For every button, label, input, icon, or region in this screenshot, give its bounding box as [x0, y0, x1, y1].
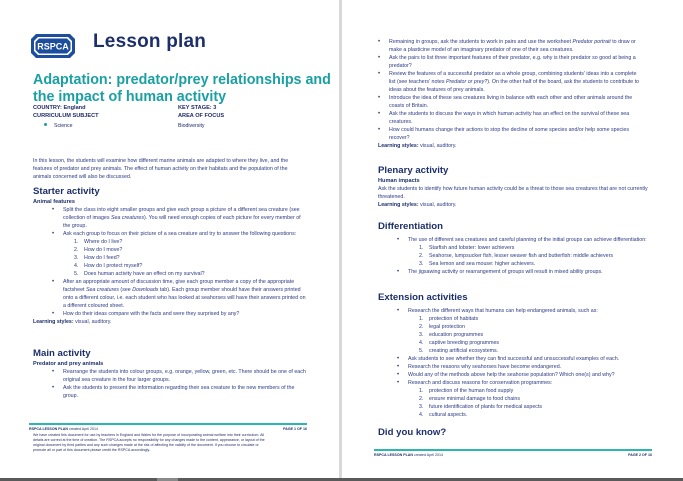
section-subheading: Animal features [33, 199, 75, 205]
numbered-item: 1. protection of the human food supply [419, 388, 514, 394]
list-item: • Ask the students to discuss the ways in which human activity has an effect on the survival of these sea creatures. [379, 110, 642, 126]
page-number: PAGE 1 OF 16 [283, 427, 307, 431]
differentiation-section [378, 221, 653, 276]
key-stage-label: KEY STAGE: 3 [178, 105, 217, 111]
section-heading: Extension activities [378, 292, 468, 303]
intro-paragraph: In this lesson, the students will examine how different marine animals are adapted to where they live, and the features of predator and prey animals. The effect of human activity on their habitats and the population of the animals concerned will also be discussed. [33, 158, 289, 180]
did-you-know-heading: Did you know? [378, 427, 447, 438]
footer-credit: RSPCA LESSON PLAN created April 2014 [374, 453, 443, 457]
section-subheading: Predator and prey animals [33, 361, 104, 367]
numbered-item: 3. education programmes [419, 332, 484, 338]
starter-activity-section [33, 186, 308, 326]
footer-rule [29, 423, 307, 425]
section-heading: Plenary activity [378, 165, 449, 176]
main-activity-continued [342, 38, 642, 150]
subject-value: Science [54, 123, 73, 129]
numbered-item: 2. Seahorse, lumpsucker fish, lesser weaver fish and butterfish: middle achievers [419, 253, 614, 259]
list-item: • Rearrange the students into colour groups, e.g. orange, yellow, green, etc. There should be one of each original sea creature in the four larger groups. [53, 368, 308, 384]
numbered-item: 1. protection of habitats [419, 316, 479, 322]
numbered-item: 3. Sea lemon and sea mouse: higher achievers. [419, 261, 536, 267]
lesson-meta-values [33, 123, 313, 129]
numbered-item: 5. Does human activity have an effect on my survival? [74, 271, 205, 277]
country-label: COUNTRY: England [33, 105, 86, 111]
extension-list [408, 315, 653, 355]
list-item: • Ask the students to present the information regarding their sea creature to the new members of the group. [53, 384, 308, 400]
plenary-text: Ask the students to identify how future human activity could be a threat to those sea creatures that are not currently threatened. [378, 186, 648, 200]
page-number: PAGE 2 OF 16 [628, 453, 652, 457]
list-item: • Remaining in groups, ask the students to work in pairs and use the worksheet Predator portrait to draw or make a plasticine model of an imaginary predator of one of their sea creatures. [379, 38, 642, 54]
numbered-item: 1. Starfish and lobster: lower achievers [419, 245, 515, 251]
numbered-item: 2. legal protection [419, 324, 465, 330]
list-item: • How could humans change their actions to stop the decline of some species and/or help some species recover? [379, 126, 642, 142]
subject-label: CURRICULUM SUBJECT [33, 113, 99, 119]
section-heading: Differentiation [378, 221, 444, 232]
footer-credit: RSPCA LESSON PLAN created April 2014 [29, 427, 98, 431]
list-item: • Research the different ways that humans can help endangered animals, such as: 1. protection of habitats 2. legal protection 3. education programmes 4. captive breeding programmes 5. creating artificial ecosystems. [398, 307, 653, 355]
page-1 [0, 0, 339, 478]
section-heading: Main activity [33, 348, 91, 359]
list-item: • Ask the pairs to list three important features of their predator, e.g. why is their predator so good at being a predator? [379, 54, 642, 70]
rspca-logo-icon [30, 33, 76, 59]
numbered-item: 1. Where do I live? [74, 239, 123, 245]
list-item: • After an appropriate amount of discussion time, give each group member a copy of the appropriate factsheet Sea creatures (see Downloads tab). Each group member should have their answers printed onto a different colour, i.e. each student who has looked at seahorses will have their answers printed on a different coloured sheet. [53, 278, 308, 310]
numbered-item: 3. How do I feed? [74, 255, 120, 261]
lesson-meta [33, 104, 313, 120]
numbered-item: 2. ensure minimal damage to food chains [419, 396, 520, 402]
list-item: • Research the reasons why seahorses have become endangered. [398, 363, 653, 371]
list-item: • Ask each group to focus on their picture of a sea creature and try to answer the following questions: 1. Where do I live? 2. How do I move? 3. How do I feed? 4. How do I protect myself? 5. Does human activity have an effect on my survival? [53, 230, 308, 278]
numbered-item: 4. captive breeding programmes [419, 340, 500, 346]
footer-rule [374, 449, 652, 451]
differentiation-list [408, 244, 653, 268]
learning-styles: Learning styles: visual, auditory. [378, 202, 457, 208]
question-list [63, 238, 308, 278]
section-heading: Starter activity [33, 186, 100, 197]
numbered-item: 5. creating artificial ecosystems. [419, 348, 499, 354]
list-item: • How do their ideas compare with the facts and were they surprised by any? [53, 310, 308, 318]
section-subheading: Human impacts [378, 178, 420, 184]
numbered-item: 4. How do I protect myself? [74, 263, 143, 269]
page-2 [342, 0, 683, 478]
focus-value: Biodiversity [178, 123, 205, 129]
bullet-icon [44, 123, 47, 126]
numbered-item: 3. future identification of plants for medical aspects [419, 404, 543, 410]
numbered-item: 4. cultural aspects. [419, 412, 468, 418]
header-title: Lesson plan [93, 31, 207, 52]
conservation-list [408, 387, 653, 419]
list-item: • Ask students to see whether they can find successful and unsuccessful examples of each. [398, 355, 653, 363]
list-item: • The use of different sea creatures and careful planning of the initial groups can achieve differentiation: 1. Starfish and lobster: lower achievers 2. Seahorse, lumpsucker fish, lesser weaver fish and butterfish: middle achievers 3. Sea lemon and sea mouse: higher achievers. [398, 236, 653, 268]
numbered-item: 2. How do I move? [74, 247, 123, 253]
list-item: • Review the features of a successful predator as a whole group, combining students' ideas into a complete list (see teachers' notes Predator or prey?). On the other half of the board, ask the students to contribute to ideas about the features of prey animals. [379, 70, 642, 94]
disclaimer: We have created this document for use by teachers in England and Wales for the purpose of incorporating animal welfare into their curriculum. All details are correct at the time of creation. The RSPCA accepts no responsibility for any changes made to the content, appearance, or layout of the original document by third parties and any such changes made at the risk of affecting the validity of the document. If you choose to circulate or promote all or part of this document please credit the RSPCA accordingly. [33, 433, 265, 452]
list-item: • The jigsawing activity or rearrangement of groups will result in mixed ability groups. [398, 268, 653, 276]
learning-styles: Learning styles: visual, auditory. [33, 319, 112, 325]
plenary-activity-section [378, 165, 653, 209]
learning-styles: Learning styles: visual, auditory. [378, 143, 457, 149]
list-item: • Split the class into eight smaller groups and give each group a picture of a different sea creature (see collection of images Sea creatures). You will need enough copies of each picture for every member of the group. [53, 206, 308, 230]
svg-text:RSPCA: RSPCA [37, 41, 69, 52]
list-item: • Introduce the idea of these sea creatures living in balance with each other and other animals around the coasts of Britain. [379, 94, 642, 110]
extension-activities-section [378, 292, 653, 419]
focus-label: AREA OF FOCUS [178, 113, 225, 119]
list-item: • Research and discuss reasons for conservation programmes: 1. protection of the human food supply 2. ensure minimal damage to food chains 3. future identification of plants for medical aspects 4. cultural aspects. [398, 379, 653, 419]
lesson-title: Adaptation: predator/prey relationships and the impact of human activity [33, 72, 331, 105]
main-activity-section [33, 348, 308, 400]
list-item: • Would any of the methods above help the seahorse population? Which one(s) and why? [398, 371, 653, 379]
